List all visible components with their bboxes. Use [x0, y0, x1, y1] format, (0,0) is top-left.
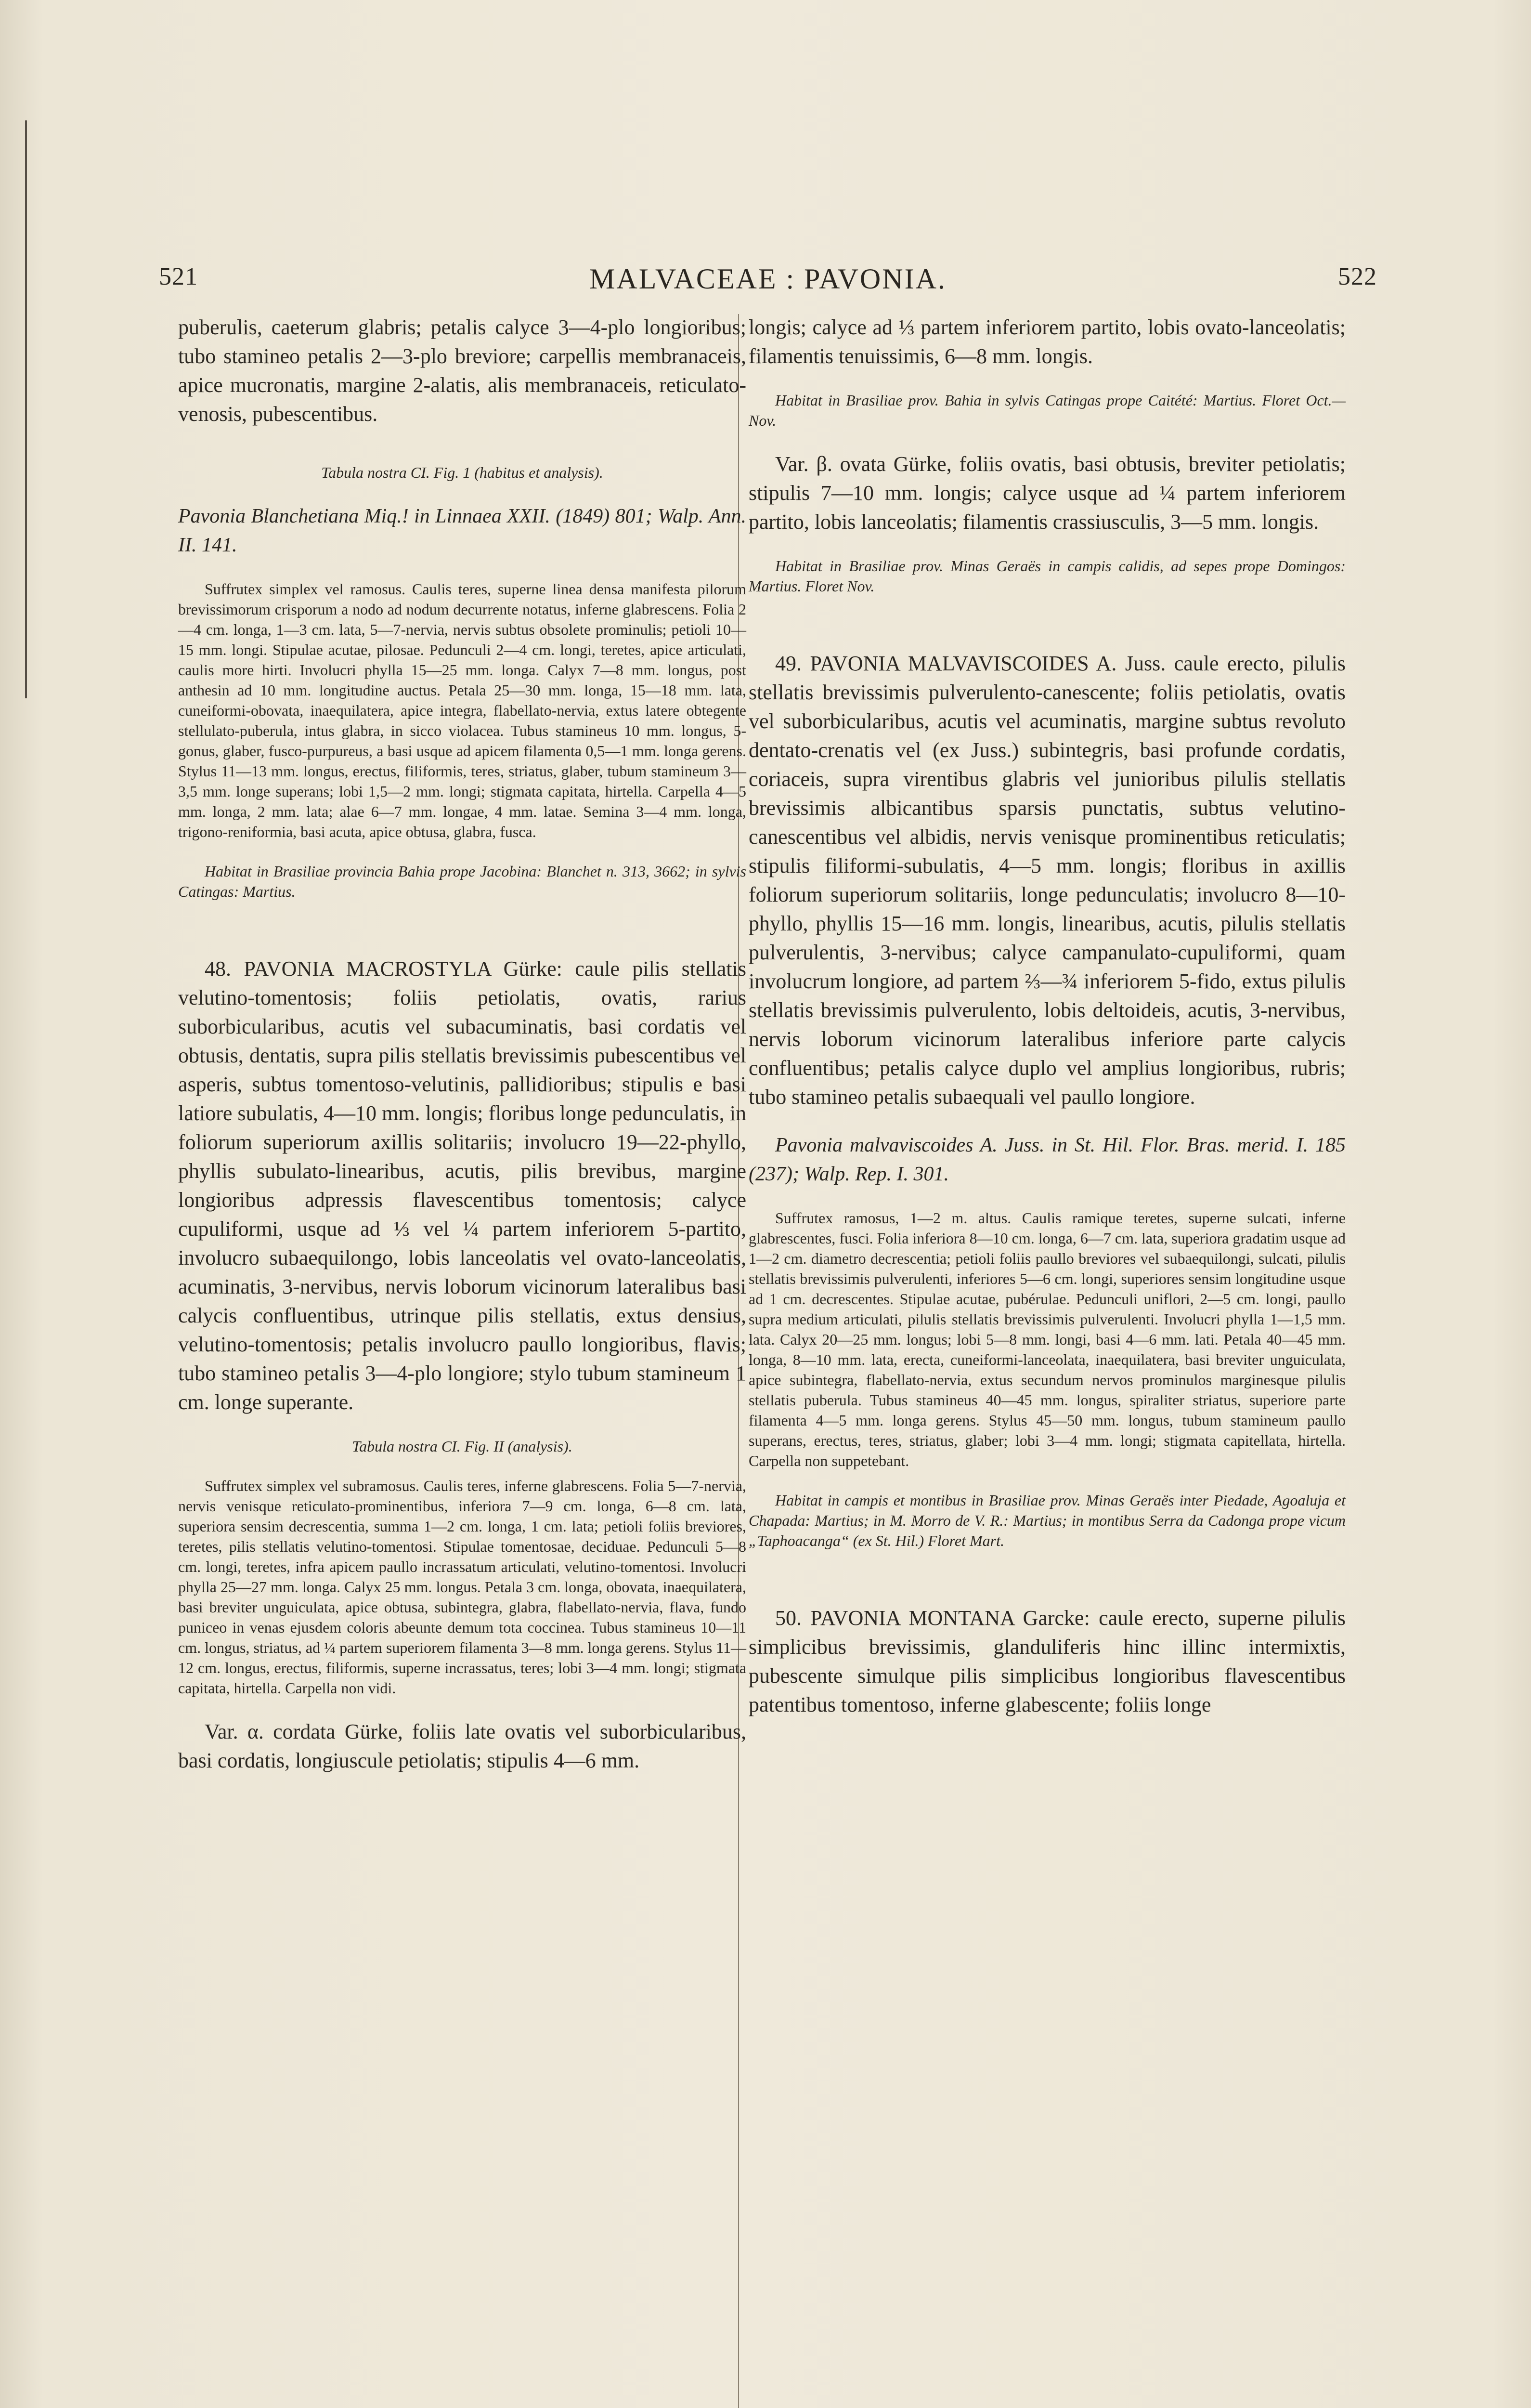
left-column	[178, 313, 746, 1775]
page-number-left: 521	[159, 263, 198, 290]
species-50-diagnosis: 50. PAVONIA MONTANA Garcke: caule erecto, superne pilulis simplicibus brevissimis, glanduliferis hinc illinc intermixtis, pubescente simulque pilis simplicibus longioribus flavescentibus patentibus tomentoso, inferne glabescente; foliis longe	[749, 1606, 1346, 1716]
species-description: Suffrutex simplex vel ramosus. Caulis teres, superne linea densa manifesta pilorum brevissimorum crisporum a nodo ad nodum decurrente notatus, inferne glabrescens. Folia 2—4 cm. longa, 1—3 cm. lata, 5—7-nervia, nervis subtus obsolete prominulis; petioli 10—15 mm. longi. Stipulae acutae, pilosae. Pedunculi 2—4 cm. longi, teretes, apice articulati, caulis more hirti. Involucri phylla 15—25 mm. longa. Calyx 7—8 mm. longus, post anthesin ad 10 mm. longitudine auctus. Petala 25—30 mm. longa, 15—18 mm. lata, cuneiformi-obovata, inaequilatera, apice integra, flabellato-nervia, extus latere obtegente stellulato-puberula, intus glabra, in sicco violacea. Tubus stamineus 10 mm. longus, 5-gonus, glaber, fusco-purpureus, a basi usque ad apicem filamenta 0,5—1 mm. longa gerens. Stylus 11—13 mm. longus, erectus, filiformis, teres, striatus, glaber, tubum stamineum 3—3,5 mm. longe superans; lobi 1,5—2 mm. longi; stigmata capitata, hirtella. Carpella 4—5 mm. longa, 2 mm. lata; alae 6—7 mm. longae, 4 mm. latae. Semina 3—4 mm. longa, trigono-reniformia, basi acuta, apice obtusa, glabra, fusca.	[178, 580, 746, 840]
page-header	[159, 262, 1377, 296]
habitat-note: Habitat in Brasiliae prov. Minas Geraës in campis calidis, ad sepes prope Domingos: Martius. Floret Nov.	[749, 557, 1346, 595]
habitat-note: Habitat in campis et montibus in Brasiliae prov. Minas Geraës inter Piedade, Agoaluja et Chapada: Martius; in M. Morro de V. R.: Martius; in montibus Serra da Cadonga prope vicum „Taphoacanga“ (ex St. Hil.) Floret Mart.	[749, 1492, 1346, 1549]
habitat-note: Habitat in Brasiliae provincia Bahia prope Jacobina: Blanchet n. 313, 3662; in sylvis Catingas: Martius.	[178, 863, 746, 900]
species-description: Suffrutex ramosus, 1—2 m. altus. Caulis ramique teretes, superne sulcati, inferne glabrescentes, fusci. Folia inferiora 8—10 cm. longa, 6—7 cm. lata, superiora gradatim usque ad 1—2 cm. diametro decrescentia; petioli foliis paullo breviores vel subaequilongi, sulcati, pilulis stellatis brevissimis pulverulenti, inferiores 5—6 cm. longi, superiores sensim longitudine usque ad 1 cm. decrescentes. Stipulae acutae, pubérulae. Pedunculi uniflori, 2—5 cm. longi, paullo supra medium articulati, pilulis stellatis brevissimis pulverulenti. Involucri phylla 1—1,5 mm. lata. Calyx 20—25 mm. longus; lobi 5—8 mm. longi, basi 4—6 mm. lati. Petala 40—45 mm. longa, 8—10 mm. lata, erecta, cuneiformi-lanceolata, inaequilatera, basi breviter unguiculata, apice subintegra, flabellato-nervia, extus secundum nervos prominulos marginesque pilulis stellatis puberula. Tubus stamineus 40—45 mm. longus, spiraliter striatus, superiore parte filamenta 4—5 mm. longa gerens. Stylus 45—50 mm. longus, tubum stamineum paullo superans, erectus, teres, striatus, glaber; lobi 3—4 mm. longi; stigmata capitellata, hirtella. Carpella non suppetebant.	[749, 1209, 1346, 1469]
variety-beta: Var. β. ovata Gürke, foliis ovatis, basi obtusis, breviter petiolatis; stipulis 7—10 mm. longis; calyce usque ad ¼ partem inferiorem partito, lobis lanceolatis; filamentis crassiusculis, 3—5 mm. longis.	[749, 452, 1346, 534]
species-49-diagnosis: 49. PAVONIA MALVAVISCOIDES A. Juss. caule erecto, pilulis stellatis brevissimis pulverulento-canescente; foliis petiolatis, ovatis vel suborbicularibus, acutis vel acuminatis, margine subtus revoluto dentato-crenatis vel (ex Juss.) subintegris, basi profunde cordatis, coriaceis, supra virentibus glabris vel junioribus pilulis stellatis brevissimis albicantibus sparsis punctatis, subtus velutino-canescentibus vel albidis, nervis venisque prominentibus reticulatis; stipulis filiformi-subulatis, 4—5 mm. longis; floribus in axillis foliorum superiorum solitariis, longe pedunculatis; involucro 8—10-phyllo, phyllis 15—16 mm. longis, linearibus, acutis, pilulis stellatis pulverulentis, 3-nervibus; calyce campanulato-cupuliformi, quam involucrum longiore, ad partem ⅔—¾ inferiorem 5-fido, extus pilulis stellatis brevissimis pulverulento, lobis deltoideis, acutis, 3-nervibus, nervis loborum vicinorum lateralibus inferiore parte calycis confluentibus; petalis calyce duplo vel amplius longioribus, rubris; tubo stamineo petalis subaequali vel paullo longiore.	[749, 652, 1346, 1109]
plate-reference: Tabula nostra CI. Fig. II (analysis).	[352, 1438, 572, 1455]
continued-paragraph: longis; calyce ad ⅓ partem inferiorem partito, lobis ovato-lanceolatis; filamentis tenuissimis, 6—8 mm. longis.	[749, 315, 1346, 368]
continued-paragraph: puberulis, caeterum glabris; petalis calyce 3—4-plo longioribus; tubo stamineo petalis 2—3-plo breviore; carpellis membranaceis, apice mucronatis, margine 2-alatis, alis membranaceis, reticulato-venosis, pubescentibus.	[178, 315, 746, 426]
species-48-diagnosis: 48. PAVONIA MACROSTYLA Gürke: caule pilis stellatis velutino-tomentosis; foliis petiolatis, ovatis, rarius suborbicularibus, acutis vel subacuminatis, basi cordatis vel obtusis, dentatis, supra pilis stellatis brevissimis pubescentibus vel asperis, subtus tomentoso-velutinis, pallidioribus; stipulis e basi latiore subulatis, 4—10 mm. longis; floribus longe pedunculatis, in foliorum superiorum axillis solitariis; involucro 19—22-phyllo, phyllis subulato-linearibus, acutis, pilis brevibus, margine longioribus adpressis flavescentibus tomentosis; calyce cupuliformi, usque ad ⅓ vel ¼ partem inferiorem 5-partito, involucro subaequilongo, lobis lanceolatis vel ovato-lanceolatis, acuminatis, 3-nervibus, nervis loborum vicinorum lateralibus basi calycis confluentibus, utrinque pilis stellatis, extus densius, velutino-tomentosis; petalis involucro paullo longioribus, flavis; tubo stamineo petalis 3—4-plo longiore; stylo tubum stamineum 1 cm. longe superante.	[178, 957, 746, 1414]
binding-edge	[25, 120, 27, 698]
synonym-reference: Pavonia malvaviscoides A. Juss. in St. Hil. Flor. Bras. merid. I. 185 (237); Walp. Rep. I. 301.	[749, 1134, 1346, 1185]
plate-reference: Tabula nostra CI. Fig. 1 (habitus et analysis).	[321, 464, 603, 481]
right-column	[749, 313, 1346, 1719]
running-title: MALVACEAE : PAVONIA.	[589, 263, 947, 295]
habitat-note: Habitat in Brasiliae prov. Bahia in sylvis Catingas prope Caitété: Martius. Floret Oct.—Nov.	[749, 392, 1346, 429]
species-description: Suffrutex simplex vel subramosus. Caulis teres, inferne glabrescens. Folia 5—7-nervia, nervis venisque reticulato-prominentibus, inferiora 7—9 cm. longa, 6—8 cm. lata, superiora sensim decrescentia, summa 1—2 cm. longa, 1 cm. lata; petioli foliis breviores, teretes, pilis stellatis velutino-tomentosi. Stipulae tomentosae, deciduae. Pedunculi 5—8 cm. longi, teretes, infra apicem paullo incrassatum articulati, velutino-tomentosi. Involucri phylla 25—27 mm. longa. Calyx 25 mm. longus. Petala 3 cm. longa, obovata, inaequilatera, basi breviter unguiculata, apice obtusa, subintegra, glabra, flabellato-nervia, flava, fundo puniceo in venas ejusdem coloris abeunte demum tota coccinea. Tubus stamineus 10—11 cm. longus, striatus, ad ¼ partem superiorem filamenta 3—8 mm. longa gerens. Stylus 11—12 cm. longus, erectus, filiformis, superne incrassatus, teres; lobi 3—4 mm. longi; stigmata capitata, hirtella. Carpella non vidi.	[178, 1477, 746, 1697]
page-number-right: 522	[1338, 263, 1377, 290]
variety-alpha: Var. α. cordata Gürke, foliis late ovatis vel suborbicularibus, basi cordatis, longiuscule petiolatis; stipulis 4—6 mm.	[178, 1720, 746, 1772]
synonym-reference: Pavonia Blanchetiana Miq.! in Linnaea XXII. (1849) 801; Walp. Ann. II. 141.	[178, 505, 746, 556]
